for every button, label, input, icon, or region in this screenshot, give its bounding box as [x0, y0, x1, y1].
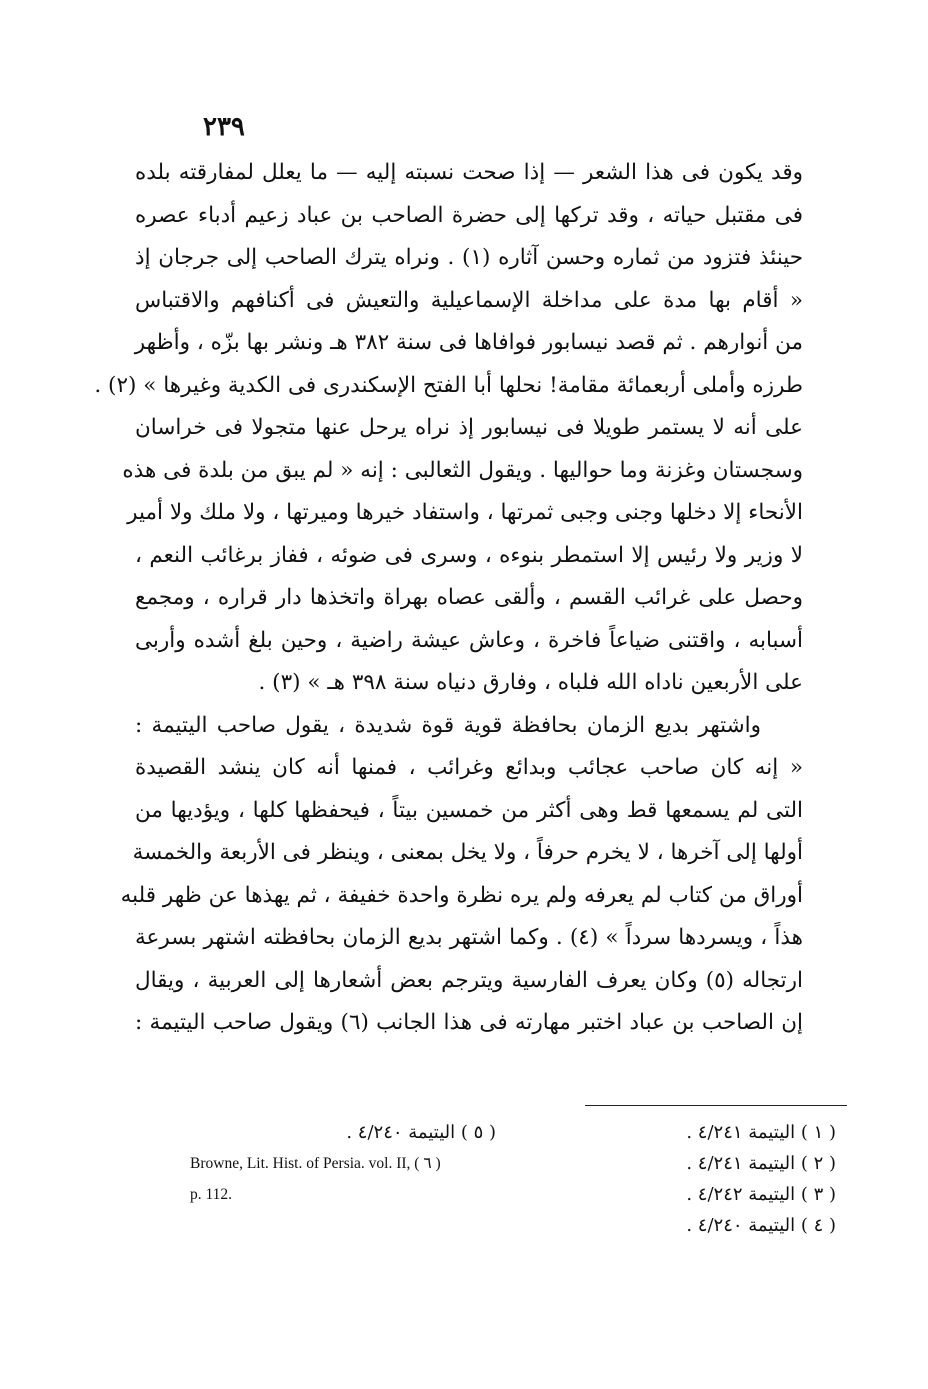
footnote: ( ١ ) اليتيمة ٤/٢٤١ . [686, 1122, 836, 1143]
text-line: من أنوارهم . ثم قصد نيسابور فوافاها فى سنة ٣٨٢ هـ ونشر بها بزّه ، وأظهر [134, 330, 803, 355]
text-line: لا وزير ولا رئيس إلا استمطر بنوءه ، وسرى فى ضوئه ، ففاز برغائب النعم ، [135, 542, 803, 568]
text-line: فى مقتبل حياته ، وقد تركها إلى حضرة الصاحب بن عباد زعيم أدباء عصره [135, 202, 803, 228]
footnote: ( ٤ ) اليتيمة ٤/٢٤٠ . [686, 1215, 836, 1236]
footnote: ( ٣ ) اليتيمة ٤/٢٤٢ . [686, 1184, 836, 1205]
text-line: حينئذ فتزود من ثماره وحسن آثاره (١) . ونراه يترك الصاحب إلى جرجان إذ [135, 245, 804, 270]
footnotes [190, 1117, 850, 1247]
body-text [94, 152, 804, 1045]
text-line: التى لم يسمعها قط وهى أكثر من خمسين بيتاً ، فيحفظها كلها ، ويؤديها من [135, 797, 803, 823]
footnote-citation-page: p. 112. [190, 1186, 233, 1203]
text-line: الأنحاء إلا دخلها وجنى وجبى ثمرتها ، واستفاد خيرها وميرتها ، ولا ملك ولا أمير [127, 500, 803, 525]
text-line: وقد يكون فى هذا الشعر — إذا صحت نسبته إليه — ما يعلل لمفارقته بلده [135, 160, 803, 185]
footnotes-left-column [190, 1117, 510, 1210]
footnote: ( ٥ ) اليتيمة ٤/٢٤٠ . [346, 1122, 496, 1143]
footnote: ( ٢ ) اليتيمة ٤/٢٤١ . [686, 1153, 836, 1174]
text-line: « إنه كان صاحب عجائب وبدائع وغرائب ، فمنها أنه كان ينشد القصيدة [135, 755, 803, 780]
text-line: واشتهر بديع الزمان بحافظة قوية قوة شديدة ، يقول صاحب اليتيمة : [135, 712, 761, 738]
text-line: ارتجاله (٥) وكان يعرف الفارسية ويترجم بعض أشعارها إلى العربية ، ويقال [135, 967, 803, 993]
text-line: أوراق من كتاب لم يعرفه ولم يره نظرة واحدة خفيفة ، ثم يهذها عن ظهر قلبه [120, 882, 803, 908]
footnotes-right-column [650, 1117, 850, 1241]
text-line: هذاً ، ويسردها سرداً » (٤) . وكما اشتهر بديع الزمان بحافظته اشتهر بسرعة [135, 925, 804, 950]
text-line: على أنه لا يستمر طويلا فى نيسابور إذ نراه يرحل عنها متجولا فى خراسان [135, 415, 803, 440]
footnote-citation: Browne, Lit. Hist. of Persia. vol. II, ( ٦ ) [190, 1155, 441, 1172]
text-line: أسبابه ، واقتنى ضياعاً فاخرة ، وعاش عيشة راضية ، وحين بلغ أشده وأربى [135, 627, 803, 653]
footnote-divider [585, 1105, 847, 1106]
text-line: وحصل على غرائب القسم ، وألقى عصاه بهراة واتخذها دار قراره ، ومجمع [135, 585, 803, 610]
page-number: ٢٣٩ [203, 112, 245, 142]
text-line: « أقام بها مدة على مداخلة الإسماعيلية والتعيش فى أكنافهم والاقتباس [135, 287, 803, 313]
text-line: أولها إلى آخرها ، لا يخرم حرفاً ، ولا يخل بمعنى ، وينظر فى الأربعة والخمسة [132, 840, 803, 865]
text-line: وسجستان وغزنة وما حواليها . ويقول الثعالبى : إنه « لم يبق من بلدة فى هذه [122, 457, 803, 483]
text-line: طرزه وأملى أربعمائة مقامة! نحلها أبا الفتح الإسكندرى فى الكدية وغيرها » (٢) . [94, 372, 803, 398]
text-line: إن الصاحب بن عباد اختبر مهارته فى هذا الجانب (٦) ويقول صاحب اليتيمة : [135, 1010, 804, 1035]
text-line: على الأربعين ناداه الله فلباه ، وفارق دنياه سنة ٣٩٨ هـ » (٣) . [258, 670, 803, 695]
